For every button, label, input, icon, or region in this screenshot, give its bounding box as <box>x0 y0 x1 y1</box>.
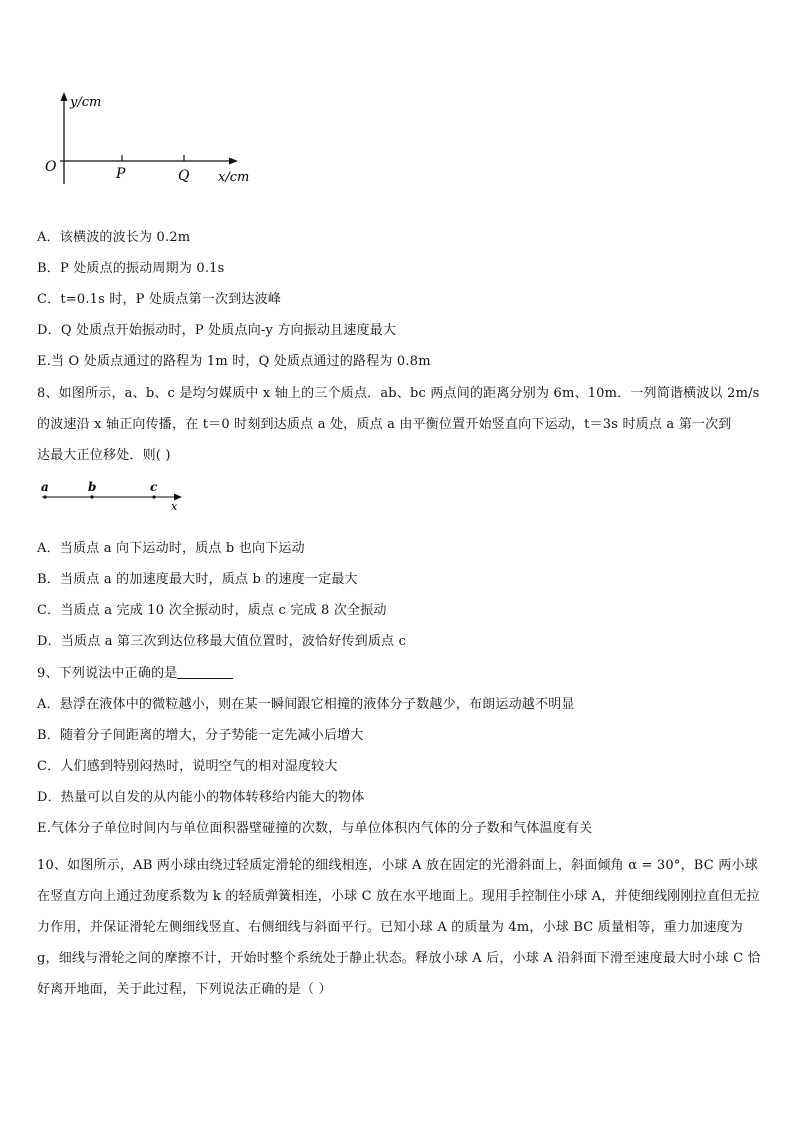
label-a: a <box>41 480 49 494</box>
q9-option-c: C．人们感到特别闷热时，说明空气的相对湿度较大 <box>37 759 338 774</box>
q7-option-c: C．t=0.1s 时，P 处质点第一次到达波峰 <box>37 292 282 307</box>
q8-option-b: B．当质点 a 的加速度最大时，质点 b 的速度一定最大 <box>37 572 358 587</box>
q8-option-d: D．当质点 a 第三次到达位移最大值位置时，波恰好传到质点 c <box>37 634 407 649</box>
q9-option-b: B．随着分子间距离的增大，分子势能一定先减小后增大 <box>37 728 364 743</box>
label-b: b <box>88 480 97 494</box>
origin-label: O <box>45 159 57 175</box>
q9-option-e: E.气体分子单位时间内与单位面积器壁碰撞的次数，与单位体积内气体的分子数和气体温度有关 <box>37 821 593 836</box>
y-axis-label: y/cm <box>70 95 102 110</box>
q7-option-a: A．该横波的波长为 0.2m <box>37 230 191 245</box>
q8-stem-line-3: 达最大正位移处．则( ) <box>37 448 171 463</box>
label-c: c <box>150 480 158 494</box>
q9-stem-row <box>37 666 233 682</box>
q8-stem-line-2: 的波速沿 x 轴正向传播，在 t＝0 时刻到达质点 a 处，质点 a 由平衡位置开始竖直向下运动，t＝3s 时质点 a 第一次到 <box>37 417 732 432</box>
point-c <box>152 495 155 498</box>
abc-axis-figure <box>36 478 196 514</box>
q10-text: 10、如图所示，AB 两小球由绕过轻质定滑轮的细线相连，小球 A 放在固定的光滑斜面上，斜面倾角 α = 30°，BC 两小球在竖直方向上通过劲度系数为 k 的轻质弹簧相连，小球 C 放在水平地面上。现用手控制住小球 A，并使细线刚刚拉直但无拉力作用，并保证滑轮左侧细线竖直、右侧细线与斜面平行。已知小球 A 的质量为 4m，小球 BC 质量相等，重力加速度为 g，细线与滑轮之间的摩擦不计，开始时整个系统处于静止状态。释放小球 A 后，小球 A 沿斜面下滑至速度最大时小球 C 恰好离开地面，关于此过程，下列说法正确的是（ ） <box>37 858 761 997</box>
q8-stem-line-1: 8、如图所示，a、b、c 是均匀媒质中 x 轴上的三个质点．ab、bc 两点间的距离分别为 6m、10m．一列简谐横波以 2m/s <box>37 386 760 401</box>
wave-axes-figure <box>40 88 270 193</box>
q9-option-a: A．悬浮在液体中的微粒越小，则在某一瞬间跟它相撞的液体分子数越少，布朗运动越不明显 <box>37 697 575 712</box>
label-x: x <box>171 500 178 513</box>
q7-option-d: D．Q 处质点开始振动时，P 处质点向-y 方向振动且速度最大 <box>37 323 397 338</box>
y-axis-arrow <box>61 92 68 101</box>
x-axis-arrow <box>229 158 238 165</box>
point-p-label: P <box>116 166 126 182</box>
q7-option-e: E.当 O 处质点通过的路程为 1m 时，Q 处质点通过的路程为 0.8m <box>37 354 431 369</box>
q7-option-b: B．P 处质点的振动周期为 0.1s <box>37 261 225 276</box>
point-q-label: Q <box>178 168 190 184</box>
x-axis-label: x/cm <box>218 170 250 185</box>
q9-option-d: D．热量可以自发的从内能小的物体转移给内能大的物体 <box>37 790 365 805</box>
q8-option-a: A．当质点 a 向下运动时，质点 b 也向下运动 <box>37 541 305 556</box>
point-a <box>43 495 46 498</box>
q9-stem: 9、下列说法中正确的是 <box>37 666 178 681</box>
q9-answer-blank <box>177 666 233 679</box>
point-b <box>90 495 93 498</box>
q8-option-c: C．当质点 a 完成 10 次全振动时，质点 c 完成 8 次全振动 <box>37 603 387 618</box>
